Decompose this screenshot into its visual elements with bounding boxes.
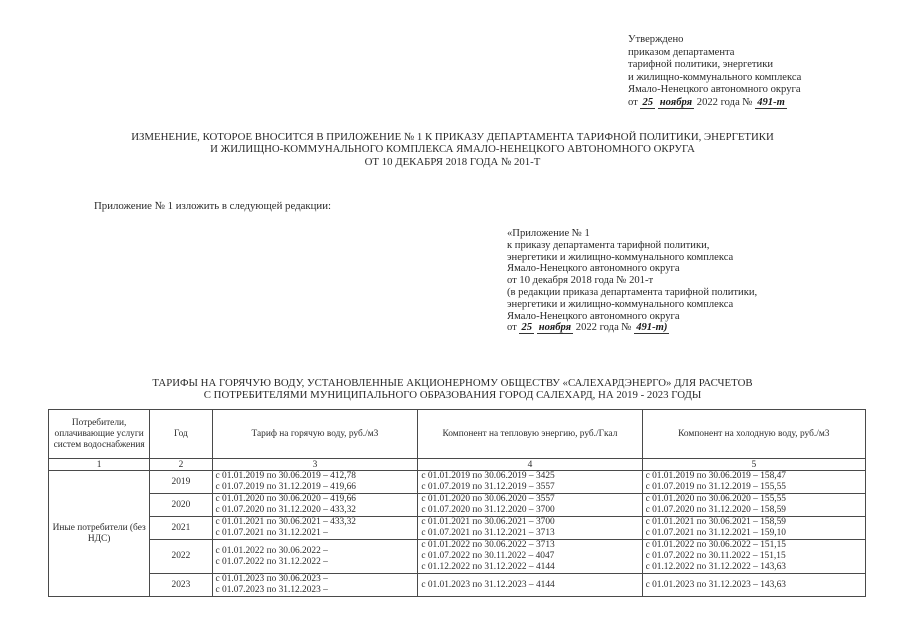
heat-cell-line: с 01.01.2019 по 30.06.2019 – 3425 bbox=[421, 471, 555, 481]
approval-line: и жилищно-коммунального комплекса bbox=[628, 71, 802, 83]
hot-water-cell bbox=[212, 540, 418, 574]
hot-water-cell-line: с 01.07.2019 по 31.12.2019 – 419,66 bbox=[215, 482, 356, 492]
hot-water-cell bbox=[212, 574, 418, 597]
cold-water-cell bbox=[642, 494, 865, 517]
hot-water-cell bbox=[212, 494, 418, 517]
hot-water-cell-line: с 01.01.2023 по 30.06.2023 – bbox=[215, 574, 328, 584]
year-cell: 2022 bbox=[150, 540, 212, 574]
hot-water-cell-line: с 01.07.2020 по 31.12.2020 – 433,32 bbox=[215, 505, 356, 515]
hot-water-cell-line: с 01.07.2022 по 31.12.2022 – bbox=[215, 556, 328, 567]
header-consumer: Потребители, оплачивающие услуги систем водоснабжения bbox=[49, 410, 150, 459]
header-hot-water: Тариф на горячую воду, руб./м3 bbox=[212, 410, 418, 459]
appendix-line: энергетики и жилищно-коммунального комплекса bbox=[507, 251, 734, 263]
appendix-date-year: 2022 года № bbox=[575, 322, 632, 334]
cold-water-cell-line: с 01.01.2022 по 30.06.2022 – 151,15 bbox=[645, 540, 786, 550]
cold-water-cell bbox=[642, 471, 865, 494]
column-number: 3 bbox=[212, 459, 418, 471]
title-line: И ЖИЛИЩНО-КОММУНАЛЬНОГО КОМПЛЕКСА ЯМАЛО-НЕНЕЦКОГО АВТОНОМНОГО ОКРУГА bbox=[210, 143, 695, 156]
hot-water-cell-line: с 01.07.2021 по 31.12.2021 – bbox=[215, 528, 328, 538]
year-cell: 2021 bbox=[150, 517, 212, 540]
approval-date-prefix: от bbox=[628, 96, 638, 108]
cold-water-cell-line: с 01.01.2019 по 30.06.2019 – 158,47 bbox=[645, 471, 786, 481]
hot-water-cell-line: с 01.01.2021 по 30.06.2021 – 433,32 bbox=[215, 517, 356, 527]
hot-water-cell-line: с 01.07.2023 по 31.12.2023 – bbox=[215, 585, 328, 595]
year-cell: 2020 bbox=[150, 494, 212, 517]
header-heat: Компонент на тепловую энергию, руб./Гкал bbox=[418, 410, 642, 459]
table-row bbox=[49, 471, 866, 494]
cold-water-cell-line: с 01.01.2021 по 30.06.2021 – 158,59 bbox=[645, 517, 786, 527]
cold-water-cell-line: с 01.01.2020 по 30.06.2020 – 155,55 bbox=[645, 494, 786, 504]
table-title-line: ТАРИФЫ НА ГОРЯЧУЮ ВОДУ, УСТАНОВЛЕННЫЕ АКЦИОНЕРНОМУ ОБЩЕСТВУ «САЛЕХАРДЭНЕРГО» ДЛЯ РАСЧЕТОВ bbox=[152, 377, 753, 389]
heat-cell-line: с 01.07.2022 по 30.11.2022 – 4047 bbox=[421, 551, 555, 561]
cold-water-cell-line: с 01.01.2023 по 31.12.2023 – 143,63 bbox=[645, 579, 786, 590]
column-number: 2 bbox=[150, 459, 212, 471]
appendix-line: «Приложение № 1 bbox=[507, 228, 590, 239]
approval-line: Утверждено bbox=[628, 34, 684, 45]
heat-cell-line: с 01.01.2020 по 30.06.2020 – 3557 bbox=[421, 494, 555, 504]
table-row bbox=[49, 494, 866, 517]
hot-water-cell bbox=[212, 517, 418, 540]
consumer-cell: Иные потребители (без НДС) bbox=[49, 471, 150, 597]
approval-date-year: 2022 года № bbox=[696, 96, 753, 108]
cold-water-cell-line: с 01.07.2021 по 31.12.2021 – 159,10 bbox=[645, 528, 786, 538]
cold-water-cell-line: с 01.07.2020 по 31.12.2020 – 158,59 bbox=[645, 505, 786, 515]
year-cell: 2023 bbox=[150, 574, 212, 597]
heat-cell bbox=[418, 574, 642, 597]
column-number: 4 bbox=[418, 459, 642, 471]
heat-cell bbox=[418, 494, 642, 517]
table-row bbox=[49, 540, 866, 574]
hot-water-cell bbox=[212, 471, 418, 494]
intro-text: Приложение № 1 изложить в следующей редакции: bbox=[94, 200, 331, 212]
column-number: 1 bbox=[49, 459, 150, 471]
heat-cell bbox=[418, 540, 642, 574]
approval-stamp bbox=[628, 34, 898, 110]
heat-cell-line: с 01.07.2019 по 31.12.2019 – 3557 bbox=[421, 482, 555, 492]
appendix-line: от 10 декабря 2018 года № 201-т bbox=[507, 275, 654, 287]
approval-order-number: 491-т bbox=[757, 96, 785, 108]
header-year: Год bbox=[150, 410, 212, 459]
approval-line: приказом департамента bbox=[628, 46, 735, 58]
tariff-rows bbox=[49, 471, 866, 597]
approval-line: тарифной политики, энергетики bbox=[628, 59, 774, 71]
column-number-row bbox=[49, 459, 866, 471]
table-title bbox=[0, 378, 905, 401]
heat-cell-line: с 01.01.2021 по 30.06.2021 – 3700 bbox=[421, 517, 555, 527]
appendix-date-month: ноября bbox=[538, 322, 572, 334]
cold-water-cell bbox=[642, 540, 865, 574]
appendix-order-number: 491-т) bbox=[636, 322, 668, 334]
approval-date-day: 25 bbox=[642, 96, 654, 108]
hot-water-cell-line: с 01.01.2022 по 30.06.2022 – bbox=[215, 545, 328, 556]
approval-date-month: ноября bbox=[659, 96, 693, 108]
appendix-line: Ямало-Ненецкого автономного округа bbox=[507, 310, 680, 322]
cold-water-cell-line: с 01.07.2022 по 30.11.2022 – 151,15 bbox=[645, 551, 786, 561]
appendix-line: (в редакции приказа департамента тарифной политики, bbox=[507, 286, 758, 298]
table-header-row bbox=[49, 410, 866, 459]
cold-water-cell-line: с 01.07.2019 по 31.12.2019 – 155,55 bbox=[645, 482, 786, 492]
hot-water-cell-line: с 01.01.2020 по 30.06.2020 – 419,66 bbox=[215, 494, 356, 504]
approval-date bbox=[628, 97, 898, 110]
heat-cell bbox=[418, 517, 642, 540]
title-line: ОТ 10 ДЕКАБРЯ 2018 ГОДА № 201-Т bbox=[364, 155, 541, 168]
heat-cell-line: с 01.07.2021 по 31.12.2021 – 3713 bbox=[421, 528, 555, 538]
cold-water-cell bbox=[642, 517, 865, 540]
document-title bbox=[0, 131, 905, 168]
appendix-date bbox=[507, 322, 837, 334]
heat-cell-line: с 01.07.2020 по 31.12.2020 – 3700 bbox=[421, 505, 555, 515]
appendix-date-prefix: от bbox=[507, 322, 517, 334]
header-cold-water: Компонент на холодную воду, руб./м3 bbox=[642, 410, 865, 459]
appendix-line: к приказу департамента тарифной политики, bbox=[507, 239, 710, 251]
appendix-line: энергетики и жилищно-коммунального комплекса bbox=[507, 298, 734, 310]
approval-line: Ямало-Ненецкого автономного округа bbox=[628, 84, 801, 96]
column-number: 5 bbox=[642, 459, 865, 471]
heat-cell-line: с 01.01.2023 по 31.12.2023 – 4144 bbox=[421, 579, 555, 590]
heat-cell-line: с 01.01.2022 по 30.06.2022 – 3713 bbox=[421, 540, 555, 550]
table-row bbox=[49, 517, 866, 540]
appendix-line: Ямало-Ненецкого автономного округа bbox=[507, 263, 680, 275]
year-cell: 2019 bbox=[150, 471, 212, 494]
table-title-line: С ПОТРЕБИТЕЛЯМИ МУНИЦИПАЛЬНОГО ОБРАЗОВАНИЯ ГОРОД САЛЕХАРД, НА 2019 - 2023 ГОДЫ bbox=[203, 388, 702, 401]
appendix-heading bbox=[507, 228, 837, 334]
tariff-table bbox=[48, 409, 866, 597]
appendix-date-day: 25 bbox=[521, 322, 533, 334]
heat-cell-line: с 01.12.2022 по 31.12.2022 – 4144 bbox=[421, 562, 555, 572]
hot-water-cell-line: с 01.01.2019 по 30.06.2019 – 412,78 bbox=[215, 471, 356, 481]
title-line: ИЗМЕНЕНИЕ, КОТОРОЕ ВНОСИТСЯ В ПРИЛОЖЕНИЕ № 1 К ПРИКАЗУ ДЕПАРТАМЕНТА ТАРИФНОЙ ПОЛИТИКИ, ЭНЕРГЕТИКИ bbox=[131, 131, 774, 143]
cold-water-cell bbox=[642, 574, 865, 597]
cold-water-cell-line: с 01.12.2022 по 31.12.2022 – 143,63 bbox=[645, 562, 786, 572]
heat-cell bbox=[418, 471, 642, 494]
table-row bbox=[49, 574, 866, 597]
